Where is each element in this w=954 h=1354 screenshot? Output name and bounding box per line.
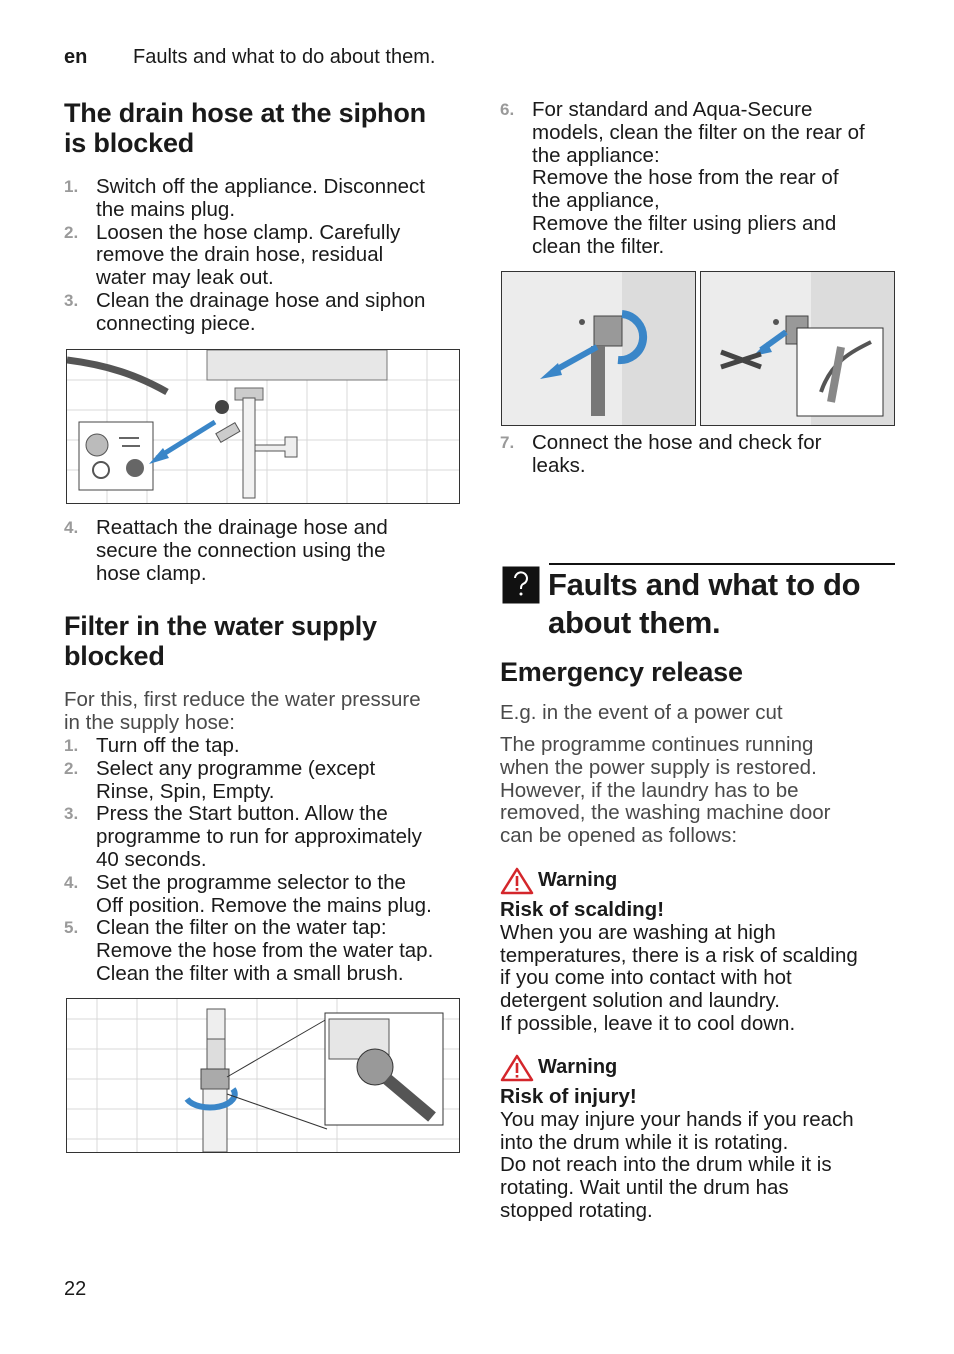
list-item: 3 . Press the Start button. Allow the programme to run for approximately 40 seconds.: [64, 803, 469, 871]
emergency-example: E.g. in the event of a power cut: [500, 701, 783, 724]
rear-filter-pliers-illustration: [700, 271, 895, 426]
warning-injury-text: Risk of injury! You may injure your hands if you reach into the drum while it is rotating. Do not reach into the drum while it is rotating. Wait until the drum has stopped rotating.: [500, 1085, 854, 1222]
rear-step7-list: [500, 432, 900, 478]
siphon-illustration: [66, 349, 460, 504]
drain-step4-list: [64, 517, 464, 585]
list-item: 4 . Set the programme selector to the Off position. Remove the mains plug.: [64, 872, 469, 918]
running-header: Faults and what to do about them.: [133, 46, 436, 68]
drain-steps-list: [64, 176, 464, 336]
list-item: 2 . Loosen the hose clamp. Carefully remove the drain hose, residual water may leak out.: [64, 222, 464, 290]
rear-filter-steps-list: [500, 99, 900, 259]
filter-intro: For this, first reduce the water pressure in the supply hose:: [64, 688, 421, 734]
warning-heading: Warning: [500, 1054, 700, 1082]
warning-scalding-text: Risk of scalding! When you are washing at high temperatures, there is a risk of scalding if you come into contact with hot detergent solution and laundry. If possible, leave it to cool down.: [500, 898, 858, 1035]
list-item: 1 . Switch off the appliance. Disconnect the mains plug.: [64, 176, 464, 222]
list-item: 1 . Turn off the tap.: [64, 735, 469, 758]
list-item: 4 . Reattach the drainage hose and secure the connection using the hose clamp.: [64, 517, 464, 585]
question-mark-icon: [502, 566, 540, 604]
chapter-rule: [549, 563, 895, 565]
drain-section-title: The drain hose at the siphon is blocked: [64, 98, 426, 158]
warning-heading: Warning: [500, 867, 700, 895]
warning-triangle-icon: [500, 867, 534, 895]
list-item: 5 . Clean the filter on the water tap: Remove the hose from the water tap. Clean the filter with a small brush.: [64, 917, 469, 985]
emergency-release-title: Emergency release: [500, 657, 743, 687]
language-code: en: [64, 46, 88, 68]
filter-section-title: Filter in the water supply blocked: [64, 611, 377, 671]
faults-chapter-title: Faults and what to do about them.: [548, 567, 861, 640]
page-number: 22: [64, 1278, 87, 1300]
warning-triangle-icon: [500, 1054, 534, 1082]
water-tap-illustration: [66, 998, 460, 1153]
list-item: 6 . For standard and Aqua-Secure models, clean the filter on the rear of the appliance: Remove the hose from the rear of the appliance, Remove the filter using pliers and clean the filter.: [500, 99, 900, 259]
list-item: 2 . Select any programme (except Rinse, Spin, Empty.: [64, 758, 469, 804]
emergency-description: The programme continues running when the power supply is restored. However, if the laundry has to be removed, the washing machine door can be opened as follows:: [500, 733, 831, 848]
list-item: 7 . Connect the hose and check for leaks.: [500, 432, 900, 478]
rear-hose-illustration: [501, 271, 696, 426]
filter-steps-list: [64, 735, 469, 986]
list-item: 3 . Clean the drainage hose and siphon connecting piece.: [64, 290, 464, 336]
